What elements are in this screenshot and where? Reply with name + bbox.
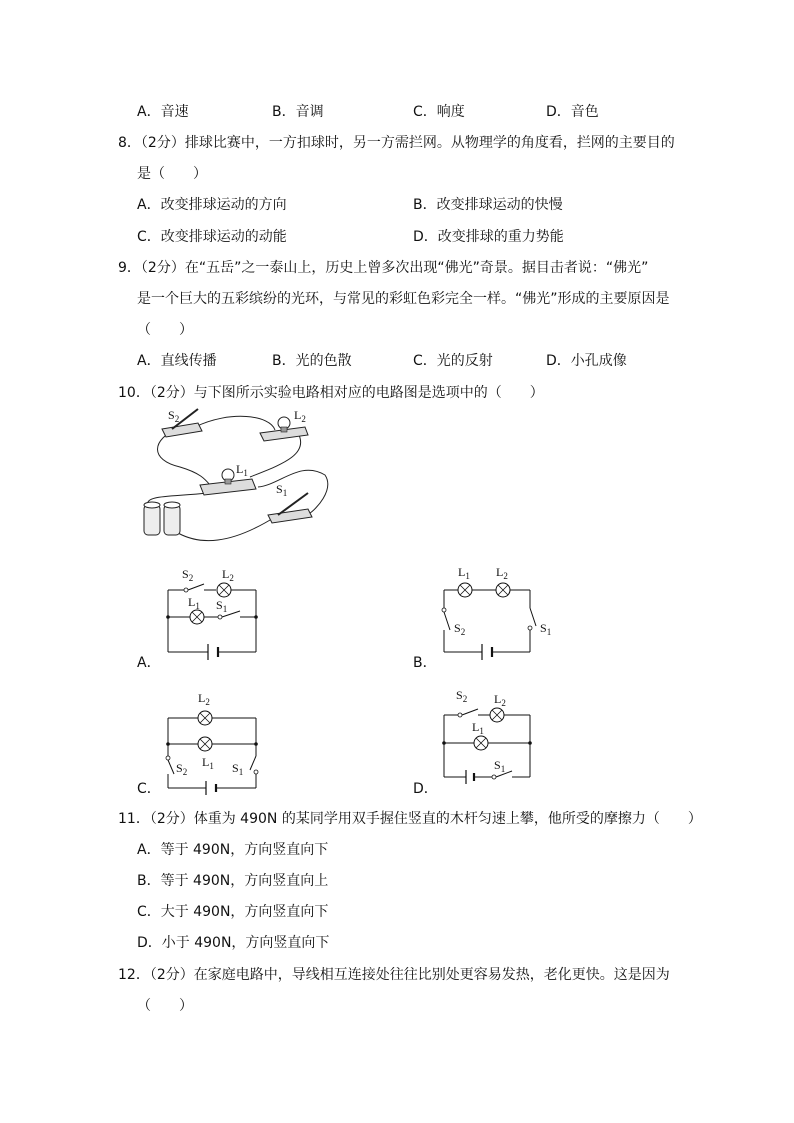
svg-text:S1: $S_1$ [540,621,552,637]
q7-option-c: C．响度 [413,104,465,120]
q8-option-b: B．改变排球运动的快慢 [413,197,563,213]
q11-stem: 11．（2分）体重为 490N 的某同学用双手握住竖直的木杆匀速上攀，他所受的摩擦力（ ） [118,811,702,827]
q7-option-d: D．音色 [546,104,599,120]
q10-stem: 10．（2分）与下图所示实验电路相对应的电路图是选项中的（ ） [118,385,544,401]
circuit-diagram-option-a[interactable] [160,562,260,662]
option-b-label: B． [413,655,437,671]
q11-option-b: B．等于 490N，方向竖直向上 [137,873,329,889]
svg-text:L2: $L_2$ [496,565,508,581]
q9-stem-line1: 9．（2分）在“五岳”之一泰山上，历史上曾多次出现“佛光”奇景。据目击者说：“佛光” [118,260,649,276]
q8-option-d: D．改变排球的重力势能 [413,229,564,245]
svg-text:L2: $L_2$ [294,408,306,424]
svg-text:S2: $S_2$ [176,761,188,777]
svg-text:S1: $S_1$ [276,482,288,498]
q9-option-a: A．直线传播 [137,353,217,369]
q11-option-a: A．等于 490N，方向竖直向下 [137,842,329,858]
svg-text:S1: $S_1$ [216,598,228,614]
svg-text:L2: $L_2$ [222,567,234,583]
svg-text:L1: $L_1$ [236,462,248,478]
q8-stem-line2: 是（ ） [137,166,207,182]
q11-option-c: C．大于 490N，方向竖直向下 [137,904,329,920]
q9-option-b: B．光的色散 [272,353,352,369]
svg-text:S2: $S_2$ [456,688,468,704]
option-c-label: C． [137,781,161,797]
q9-stem-line2: 是一个巨大的五彩缤纷的光环，与常见的彩虹色彩完全一样。“佛光”形成的主要原因是 [137,291,670,307]
q12-stem-line2: （ ） [137,998,193,1014]
q11-option-d: D．小于 490N，方向竖直向下 [137,935,330,951]
circuit-diagram-option-d[interactable] [436,685,536,795]
svg-text:S1: $S_1$ [232,761,244,777]
q9-stem-line3: （ ） [137,322,193,338]
option-a-label: A． [137,655,161,671]
svg-text:L1: $L_1$ [202,755,214,771]
svg-text:S2: $S_2$ [454,621,466,637]
q8-stem-line1: 8．（2分）排球比赛中，一方扣球时，另一方需拦网。从物理学的角度看，拦网的主要目的 [118,135,675,151]
svg-text:L2: $L_2$ [198,691,210,707]
q7-option-a: A．音速 [137,104,189,120]
svg-text:L1: $L_1$ [458,565,470,581]
circuit-diagram-option-c[interactable] [160,688,260,798]
q9-option-c: C．光的反射 [413,353,493,369]
svg-text:L1: $L_1$ [188,595,200,611]
q8-option-a: A．改变排球运动的方向 [137,197,287,213]
svg-text:S2: $S_2$ [182,567,194,583]
q9-option-d: D．小孔成像 [546,353,627,369]
q12-stem-line1: 12．（2分）在家庭电路中，导线相互连接处往往比别处更容易发热，老化更快。这是因为 [118,967,670,983]
q7-option-b: B．音调 [272,104,324,120]
svg-text:S2: $S_2$ [168,408,180,424]
q8-option-c: C．改变排球运动的动能 [137,229,287,245]
svg-text:L1: $L_1$ [472,720,484,736]
circuit-diagram-option-b[interactable] [436,562,556,662]
svg-text:L2: $L_2$ [494,692,506,708]
experiment-circuit-illustration [140,405,340,553]
svg-text:S1: $S_1$ [494,758,506,774]
option-d-label: D． [413,781,438,797]
